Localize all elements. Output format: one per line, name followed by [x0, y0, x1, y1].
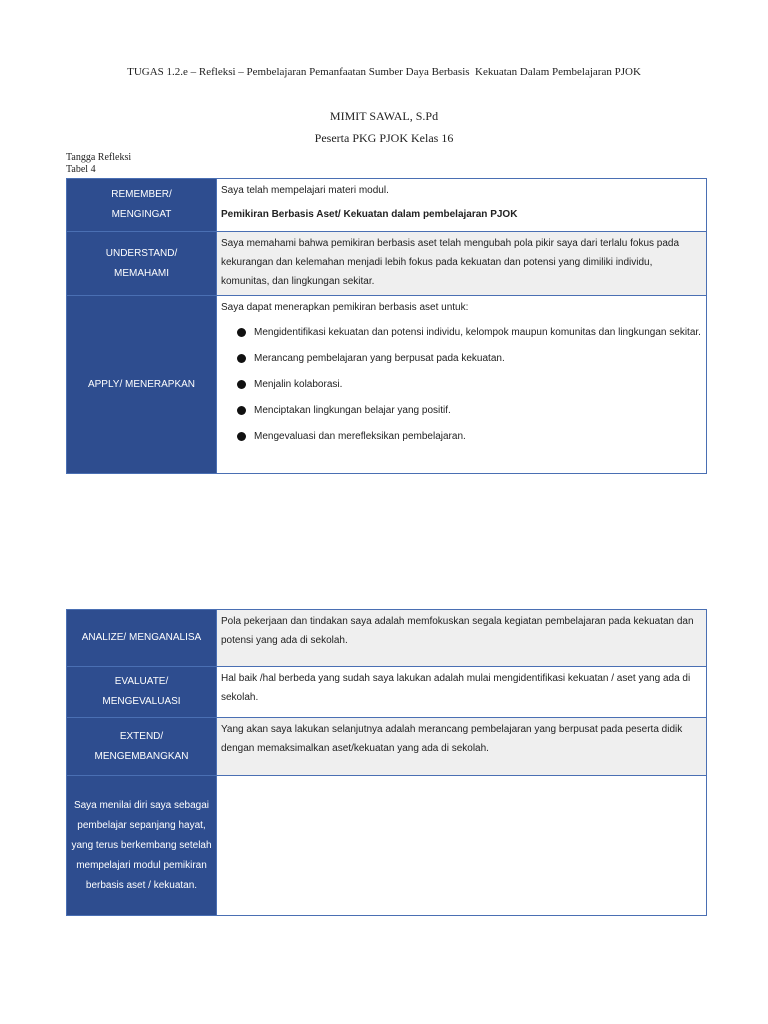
bullet-icon [237, 380, 246, 389]
row-label-line: ANALIZE/ MENGANALISA [81, 632, 202, 643]
row-content-remember [217, 179, 707, 232]
row-content-self-assessment [217, 776, 707, 916]
apply-bullet-list [221, 323, 702, 446]
remember-module-title: Pemikiran Berbasis Aset/ Kekuatan dalam pembelajaran PJOK [221, 209, 518, 220]
bullet-icon [237, 354, 246, 363]
row-label-self-assessment [67, 776, 217, 916]
table-row-evaluate [67, 667, 707, 718]
list-item-text: Merancang pembelajaran yang berpusat pada kekuatan. [254, 353, 505, 364]
remember-text: Saya telah mempelajari materi modul. [221, 185, 389, 196]
bullet-icon [237, 406, 246, 415]
row-label-line: EXTEND/ [119, 730, 164, 742]
list-item [221, 349, 702, 368]
evaluate-text: Hal baik /hal berbeda yang sudah saya lakukan adalah mulai mengidentifikasi kekuatan / aset yang ada di sekolah. [221, 673, 691, 703]
row-label-line: MENGEVALUASI [102, 696, 181, 707]
table-row-understand [67, 232, 707, 296]
document-title: TUGAS 1.2.e – Refleksi – Pembelajaran Pemanfaatan Sumber Daya Berbasis Kekuatan Dalam Pembelajaran PJOK [127, 66, 641, 78]
list-item-text: Menjalin kolaborasi. [254, 379, 343, 390]
row-label-evaluate [67, 667, 217, 718]
extend-text: Yang akan saya lakukan selanjutnya adalah merancang pembelajaran yang berpusat pada peserta didik dengan memaksimalkan aset/kekuatan yang ada di sekolah. [221, 724, 683, 754]
row-label-line: REMEMBER/ [111, 189, 172, 200]
self-assessment-label: Saya menilai diri saya sebagai pembelajar sepanjang hayat, yang terus berkembang setelah mempelajari modul pemikiran berbasis aset / kekuatan. [71, 799, 212, 891]
row-content-evaluate [217, 667, 707, 718]
analyze-text: Pola pekerjaan dan tindakan saya adalah memfokuskan segala kegiatan pembelajaran pada kekuatan dan potensi yang ada di sekolah. [221, 616, 694, 646]
list-item [221, 401, 702, 420]
table-row-apply [67, 296, 707, 474]
row-content-understand [217, 232, 707, 296]
row-label-line: MENGEMBANGKAN [94, 750, 189, 762]
list-item-text: Mengidentifikasi kekuatan dan potensi individu, kelompok maupun komunitas dan lingkungan sekitar. [254, 327, 701, 338]
row-label-line: APPLY/ MENERAPKAN [87, 378, 196, 390]
list-item-text: Menciptakan lingkungan belajar yang positif. [254, 405, 451, 416]
reflection-label: Tangga Refleksi [66, 152, 132, 163]
row-label-apply [67, 296, 217, 474]
participant-class: Peserta PKG PJOK Kelas 16 [314, 131, 454, 145]
row-label-remember [67, 179, 217, 232]
apply-intro: Saya dapat menerapkan pemikiran berbasis aset untuk: [221, 302, 469, 313]
row-label-line: EVALUATE/ [114, 676, 169, 687]
reflection-table-1 [66, 178, 707, 474]
author-name: MIMIT SAWAL, S.Pd [329, 109, 439, 123]
list-item-text: Mengevaluasi dan merefleksikan pembelajaran. [254, 431, 466, 442]
row-content-apply [217, 296, 707, 474]
row-label-analyze [67, 610, 217, 667]
list-item [221, 375, 702, 394]
bullet-icon [237, 328, 246, 337]
row-content-analyze [217, 610, 707, 667]
row-label-line: UNDERSTAND/ [105, 247, 178, 259]
row-label-extend [67, 718, 217, 776]
bullet-icon [237, 432, 246, 441]
row-label-understand [67, 232, 217, 296]
reflection-table-2 [66, 609, 707, 916]
understand-text: Saya memahami bahwa pemikiran berbasis aset telah mengubah pola pikir saya dari terlalu fokus pada kekurangan dan kelemahan menjadi lebih fokus pada kekuatan dan potensi yang dimiliki individu, komunitas, dan lingkungan sekitar. [221, 238, 680, 287]
table-row-analyze [67, 610, 707, 667]
table-row-remember [67, 179, 707, 232]
list-item [221, 323, 702, 342]
table-row-self-assessment [67, 776, 707, 916]
table-row-extend [67, 718, 707, 776]
list-item [221, 427, 702, 446]
row-label-line: MENGINGAT [111, 209, 172, 220]
row-label-line: MEMAHAMI [114, 267, 169, 279]
table-number-label: Tabel 4 [66, 164, 96, 175]
row-content-extend [217, 718, 707, 776]
